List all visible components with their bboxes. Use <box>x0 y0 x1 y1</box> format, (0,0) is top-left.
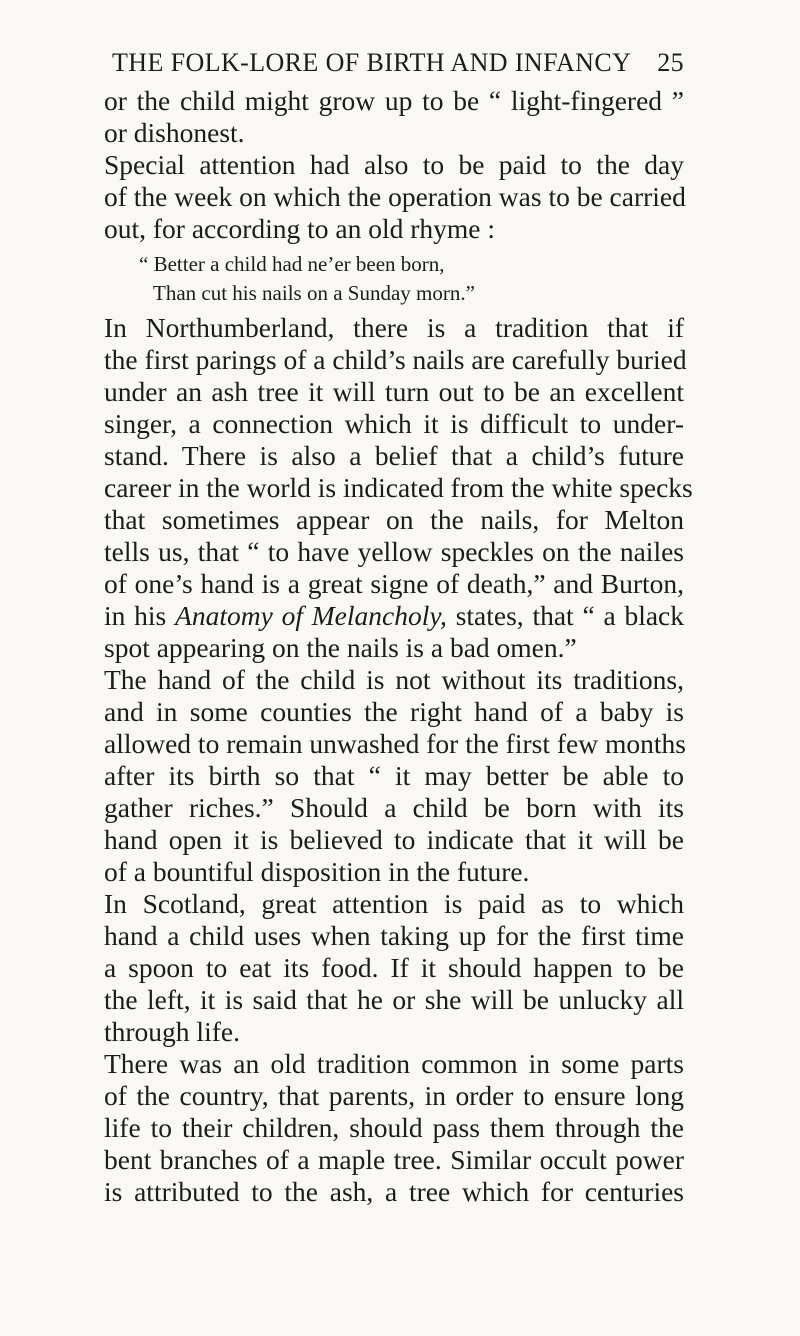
text-line: out, for according to an old rhyme : <box>104 213 496 244</box>
text-line-burton <box>104 600 684 632</box>
text-line: Special attention had also to be paid to the day <box>104 149 684 180</box>
page-number: 25 <box>657 48 684 77</box>
text-line: or the child might grow up to be “ light-fingered ” <box>104 85 684 116</box>
text-line: a spoon to eat its food. If it should happen to be <box>104 952 684 983</box>
text-line: of the country, that parents, in order to ensure long <box>104 1080 684 1111</box>
text-line: through life. <box>104 1016 240 1047</box>
verse-line: Than cut his nails on a Sunday morn.” <box>153 281 475 305</box>
text-line: singer, a connection which it is difficult to under- <box>104 408 684 439</box>
text-line: of the week on which the operation was to be carried <box>104 181 686 212</box>
text-line: after its birth so that “ it may better be able to <box>104 760 684 791</box>
text-line: life to their children, should pass them through the <box>104 1112 684 1143</box>
text-line: gather riches.” Should a child be born with its <box>104 792 684 823</box>
text-line: of one’s hand is a great signe of death,” and Burton, <box>104 568 684 599</box>
running-title: THE FOLK-LORE OF BIRTH AND INFANCY <box>112 48 632 77</box>
text-line: tells us, that “ to have yellow speckles on the nailes <box>104 536 684 567</box>
text-line: career in the world is indicated from the white specks <box>104 472 693 503</box>
book-title-anatomy-of-melancholy: Anatomy of Melancholy, <box>175 600 447 631</box>
text-line: the left, it is said that he or she will be unlucky all <box>104 984 684 1015</box>
text-line: stand. There is also a belief that a child’s future <box>104 440 684 471</box>
text-line: hand open it is believed to indicate that it will be <box>104 824 684 855</box>
text-line: In Scotland, great attention is paid as to which <box>104 888 684 919</box>
verse-line: “ Better a child had ne’er been born, <box>139 252 445 276</box>
text-line: and in some counties the right hand of a baby is <box>104 696 684 727</box>
text-line: hand a child uses when taking up for the first time <box>104 920 684 951</box>
text-line: In Northumberland, there is a tradition that if <box>104 312 684 343</box>
text-line: allowed to remain unwashed for the first few months <box>104 728 686 759</box>
text-line: under an ash tree it will turn out to be an excellent <box>104 376 684 407</box>
text-line: or dishonest. <box>104 117 245 148</box>
text-line: There was an old tradition common in some parts <box>104 1048 684 1079</box>
running-header <box>104 46 684 80</box>
burton-line-end: states, that “ a black <box>446 600 684 631</box>
text-line: of a bountiful disposition in the future. <box>104 856 530 887</box>
text-line: spot appearing on the nails is a bad omen.” <box>104 632 577 663</box>
text-line: The hand of the child is not without its traditions, <box>104 664 684 695</box>
text-line: that sometimes appear on the nails, for Melton <box>104 504 684 535</box>
text-line: is attributed to the ash, a tree which for centuries <box>104 1176 684 1207</box>
text-line: the first parings of a child’s nails are carefully buried <box>104 344 687 375</box>
text-line: bent branches of a maple tree. Similar occult power <box>104 1144 684 1175</box>
burton-line-start: in his <box>104 600 176 631</box>
